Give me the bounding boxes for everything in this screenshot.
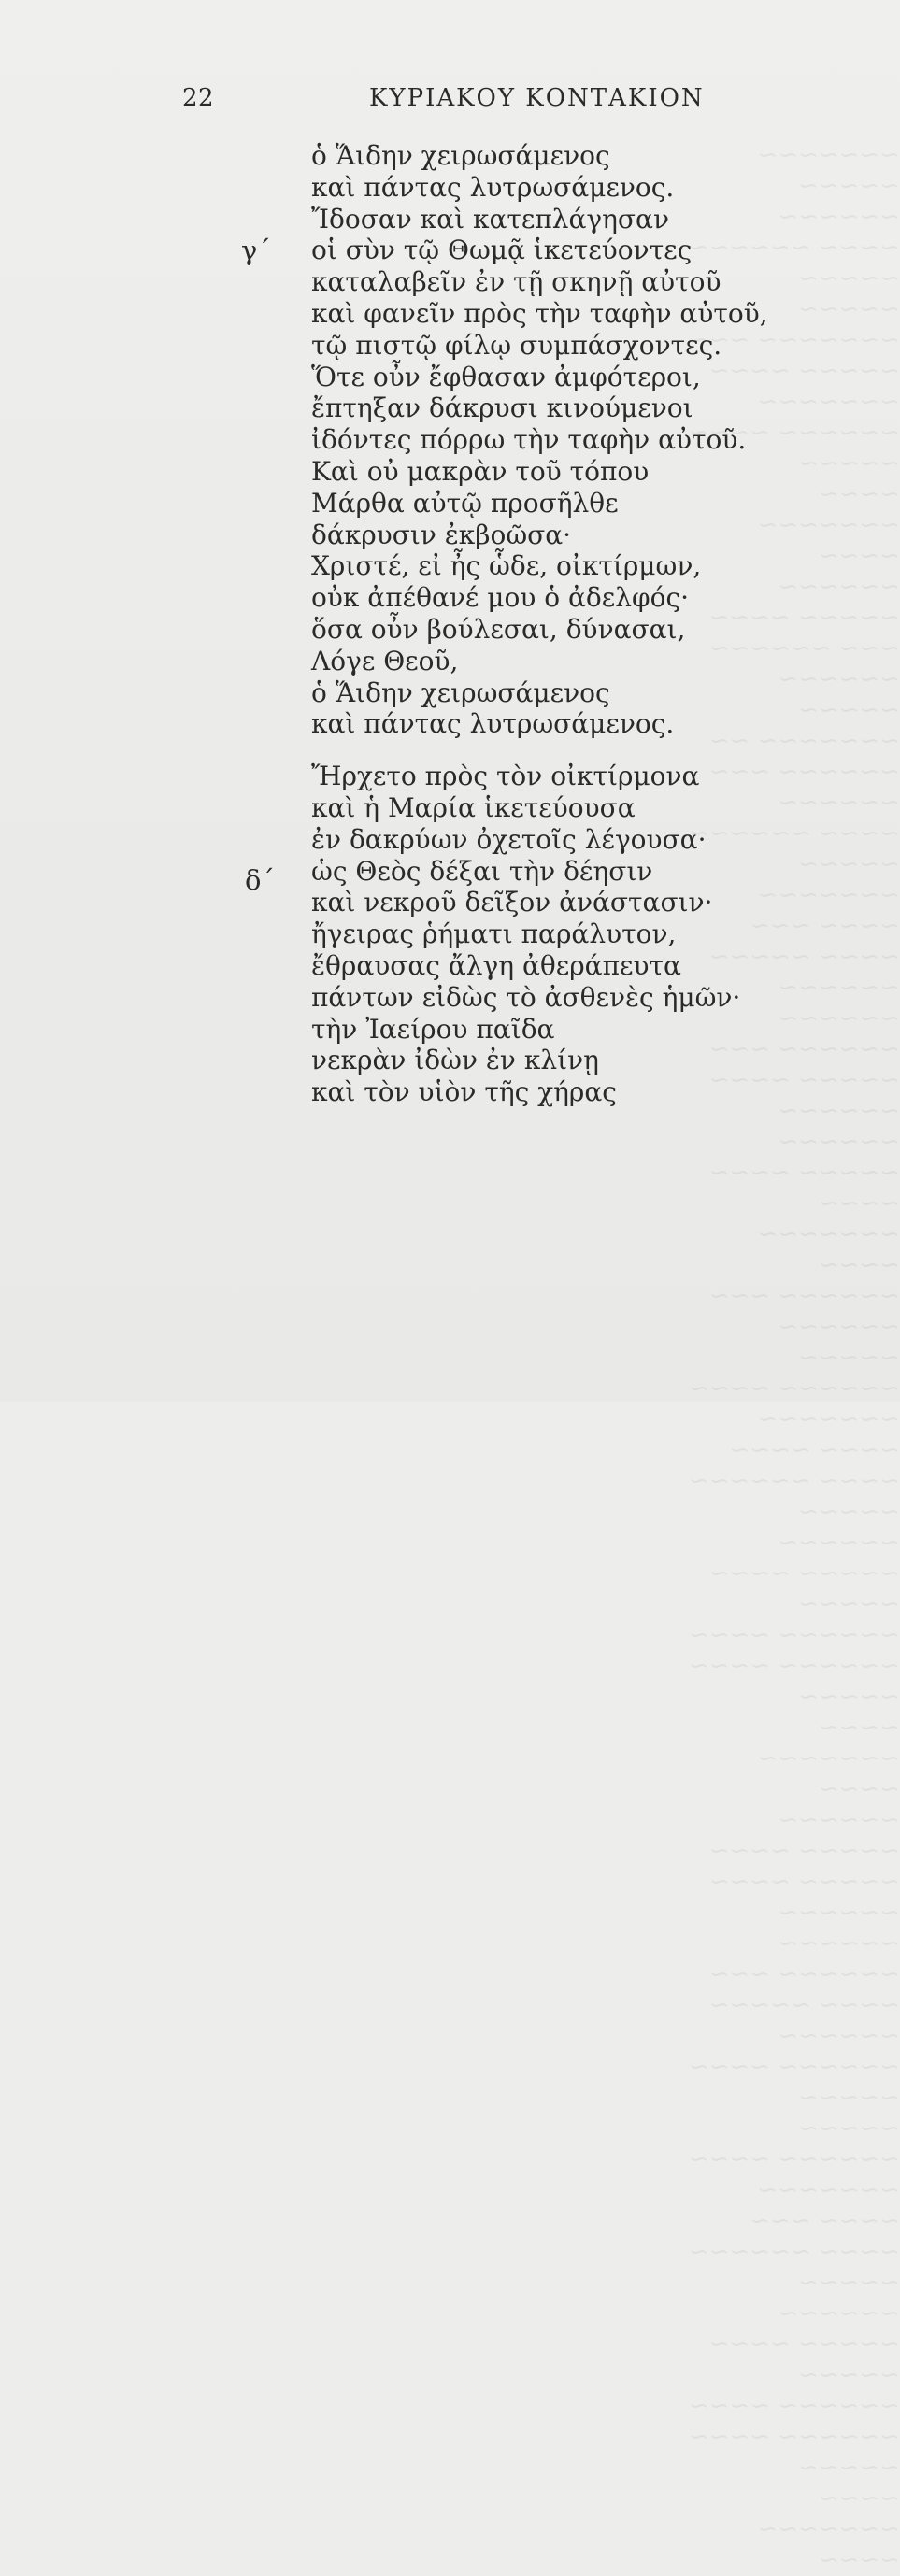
show-through-texture: ~~~~~~~ ~~~~~ ~~~~~~ ~~~~ ~~~~~~ ~~~~~ ~~~~~ ~~~~~~~ ~~~ ~~~~~ ~~~~ ~~~~~~~ ~~~~~~ ~~~~ ~~~~~ ~~~~ ~~~~~~~ ~~~~ ~~~~~~ ~~~~~ ~~~~ ~~~ ~~~~~~ ~~~~~~ ~~~~~ ~~~~~~~ ~~ ~~~~~~ ~~~ ~~~~~~ ~~~~ ~~~~~~ ~~~~~ ~~~~~~~ ~~~~ ~~~ ~~~~ ~~~~~ ~~~~~~ ~~~~~~ ~~~~~~ ~~~ ~~~~~ ~~~~ ~~~~~~ ~~~~~~ ~~~~~ ~~~~ ~~~~ ~~~~~~~ ~~~~ ~~~~~~ ~~~ ~~~~~~ ~~~~~ ~~~~~~ ~~~~ ~~~~~~~ ~~~~ ~~~~ ~~~~ ~~~~~~ ~~~~~ ~~~~~~ ~~~~~ ~~~~ ~~~~~ ~~~~~~ ~~~~ ~~~~~~ ~~~~ ~~~~~ ~~~~ ~~~~~~~ ~~~~ ~~~~~~ ~~~~~ ~~~~ ~~~~~ ~~~~ ~~~~~~ ~~~~~~ ~~~~~~ ~~~ ~~~~ ~~~~~ ~~~~~~ ~~~~~~ ~~~~ ~~~~~ ~~~~~ ~~~~~~ ~~~~ ~~~~~~~ ~~~~ ~~~ ~~~~ ~~~~~~ ~~~~~ ~~~~~~ ~~~~~ ~~~~ ~~~~~ ~~~~~~ ~~~~ ~~~~~~ ~~~~ ~~~~~ ~~~~ ~~~~~~~ ~~~~ xyxy=(688,141,900,2574)
verse-line: οἱ σὺν τῷ Θωμᾷ ἱκετεύοντες xyxy=(311,235,693,266)
stanza-gap xyxy=(311,740,750,761)
verse-line: καὶ πάντας λυτρωσάμενος. xyxy=(311,708,675,740)
page-header xyxy=(0,84,900,121)
verse-line: τῷ πιστῷ φίλῳ συμπάσχοντες. xyxy=(311,329,722,361)
verse-line: καὶ νεκροῦ δεῖξον ἀνάστασιν· xyxy=(311,887,713,918)
verse-line: ὡς Θεὸς δέξαι τὴν δέησιν xyxy=(311,855,653,887)
verse-line: ἤγειρας ῥήματι παράλυτον, xyxy=(311,918,677,950)
verse-line: ἰδόντες πόρρω τὴν ταφὴν αὐτοῦ. xyxy=(311,424,747,456)
verse-line: ὁ Ἅιδην χειρωσάμενος xyxy=(311,140,610,171)
verse-line: καὶ φανεῖν πρὸς τὴν ταφὴν αὐτοῦ, xyxy=(311,297,768,329)
verse-line: ἔπτηξαν δάκρυσι κινούμενοι xyxy=(311,392,693,424)
verse-line: ὁ Ἅιδην χειρωσάμενος xyxy=(311,676,610,708)
verse-line: Ἤρχετο πρὸς τὸν οἰκτίρμονα xyxy=(311,761,700,792)
verse-line: οὐκ ἀπέθανέ μου ὁ ἀδελφός· xyxy=(311,582,690,614)
verse-text xyxy=(311,140,768,1108)
verse-line: Καὶ οὐ μακρὰν τοῦ τόπου xyxy=(311,455,650,487)
verse-line: καὶ ἡ Μαρία ἱκετεύουσα xyxy=(311,791,636,823)
verse-line: πάντων εἰδὼς τὸ ἀσθενὲς ἡμῶν· xyxy=(311,981,741,1013)
verse-line: Χριστέ, εἰ ἦς ὧδε, οἰκτίρμων, xyxy=(311,550,702,582)
verse-line: Μάρθα αὐτῷ προσῆλθε xyxy=(311,487,619,519)
verse-line: τὴν Ἰαείρου παῖδα xyxy=(311,1013,555,1045)
running-title: ΚΥΡΙΑΚΟΥ ΚΟΝΤΑΚΙΟΝ xyxy=(369,84,705,112)
verse-line: ἐν δακρύων ὀχετοῖς λέγουσα· xyxy=(311,823,707,855)
verse-line: Ὅτε οὖν ἔφθασαν ἀμφότεροι, xyxy=(311,361,701,392)
verse-line: Λόγε Θεοῦ, xyxy=(311,645,459,676)
verse-line: ὅσα οὖν βούλεσαι, δύνασαι, xyxy=(311,613,686,645)
verse-line: νεκρὰν ἰδὼν ἐν κλίνῃ xyxy=(311,1045,599,1076)
verse-line: δάκρυσιν ἐκβοῶσα· xyxy=(311,519,572,550)
verse-line: ἔθραυσας ἄλγη ἀθεράπευτα xyxy=(311,949,681,981)
verse-line: καταλαβεῖν ἐν τῇ σκηνῇ αὐτοῦ xyxy=(311,266,721,298)
verse-line: καὶ πάντας λυτρωσάμενος. xyxy=(311,171,675,203)
verse-line: καὶ τὸν υἱὸν τῆς χήρας xyxy=(311,1076,617,1108)
stanza-marker-delta: δ΄ xyxy=(245,864,275,896)
verse-line: Ἴδοσαν καὶ κατεπλάγησαν xyxy=(311,203,669,235)
stanza-marker-gamma: γ΄ xyxy=(241,235,271,266)
page-number: 22 xyxy=(182,84,215,112)
